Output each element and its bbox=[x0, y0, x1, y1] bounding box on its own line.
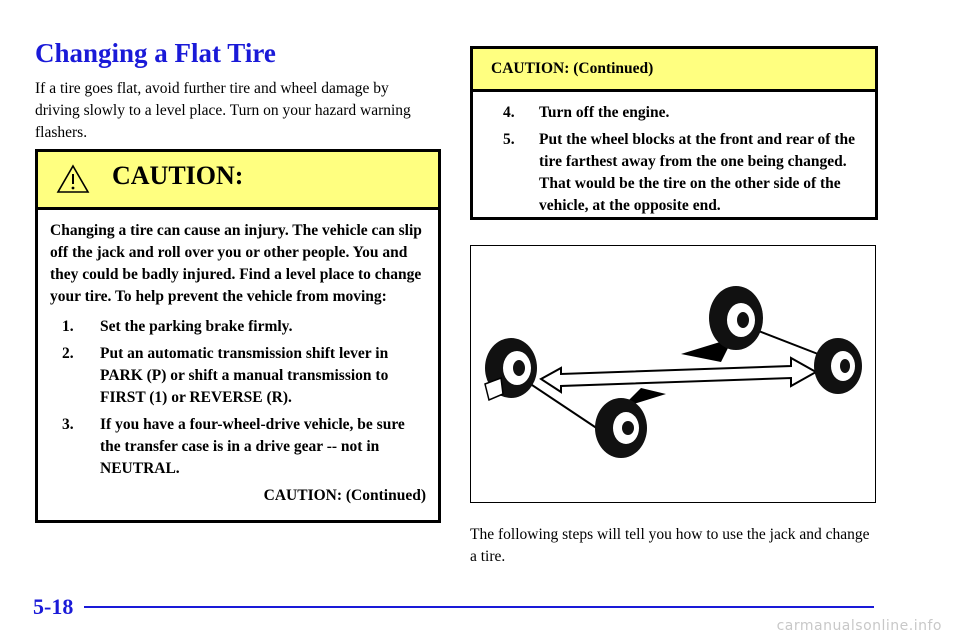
warning-triangle-icon bbox=[56, 164, 90, 194]
step-number: 3. bbox=[62, 416, 74, 433]
tire-diagram-illustration bbox=[471, 246, 874, 501]
intro-paragraph: If a tire goes flat, avoid further tire and wheel damage by driving slowly to a level place. Turn on your hazard warning flashers. bbox=[35, 80, 411, 141]
caution-box bbox=[35, 149, 441, 523]
list-item bbox=[503, 129, 863, 217]
page-title: Changing a Flat Tire bbox=[35, 38, 276, 68]
tire-front-left bbox=[595, 398, 647, 458]
caution-continued-body bbox=[473, 92, 875, 217]
caution-header bbox=[38, 152, 438, 210]
diagonal-arrow bbox=[541, 358, 816, 392]
footer-rule bbox=[84, 606, 874, 608]
tire-diagram bbox=[470, 245, 876, 503]
step-text: Put the wheel blocks at the front and rear of the tire farthest away from the one being changed. That would be the tire on the other side of the vehicle, at the opposite end. bbox=[539, 131, 856, 214]
step-number: 4. bbox=[503, 104, 515, 121]
step-number: 2. bbox=[62, 345, 74, 362]
list-item bbox=[62, 414, 426, 480]
caution-continued-label: CAUTION: (Continued) bbox=[263, 487, 426, 504]
step-number: 5. bbox=[503, 131, 515, 148]
caution-steps bbox=[50, 316, 426, 480]
step-number: 1. bbox=[62, 318, 74, 335]
tire-rear-left bbox=[485, 338, 537, 400]
step-text: If you have a four-wheel-drive vehicle, be sure the transfer case is in a drive gear -- not in NEUTRAL. bbox=[100, 416, 405, 477]
caution-continued-header bbox=[473, 49, 875, 92]
caution-continued-box bbox=[470, 46, 878, 220]
step-text: Turn off the engine. bbox=[539, 104, 670, 121]
outro-paragraph: The following steps will tell you how to use the jack and change a tire. bbox=[470, 526, 870, 565]
step-text: Set the parking brake firmly. bbox=[100, 318, 293, 335]
caution-body bbox=[38, 210, 438, 507]
watermark: carmanualsonline.info bbox=[776, 618, 942, 634]
caution-heading: CAUTION: bbox=[112, 161, 244, 190]
list-item bbox=[62, 316, 426, 338]
tire-rear-right bbox=[709, 286, 763, 350]
step-text: Put an automatic transmission shift lever in PARK (P) or shift a manual transmission to FIRST (1) or REVERSE (R). bbox=[100, 345, 389, 406]
page-number: 5-18 bbox=[33, 594, 74, 619]
caution-continued-heading: CAUTION: (Continued) bbox=[491, 60, 654, 77]
tire-front-right bbox=[814, 338, 862, 394]
caution-continued-steps bbox=[489, 102, 863, 217]
list-item bbox=[62, 343, 426, 409]
caution-text: Changing a tire can cause an injury. The vehicle can slip off the jack and roll over you or other people. You and they could be badly injured. Find a level place to change your tire. To help prevent the vehicle from moving: bbox=[50, 222, 422, 305]
list-item bbox=[503, 102, 863, 124]
